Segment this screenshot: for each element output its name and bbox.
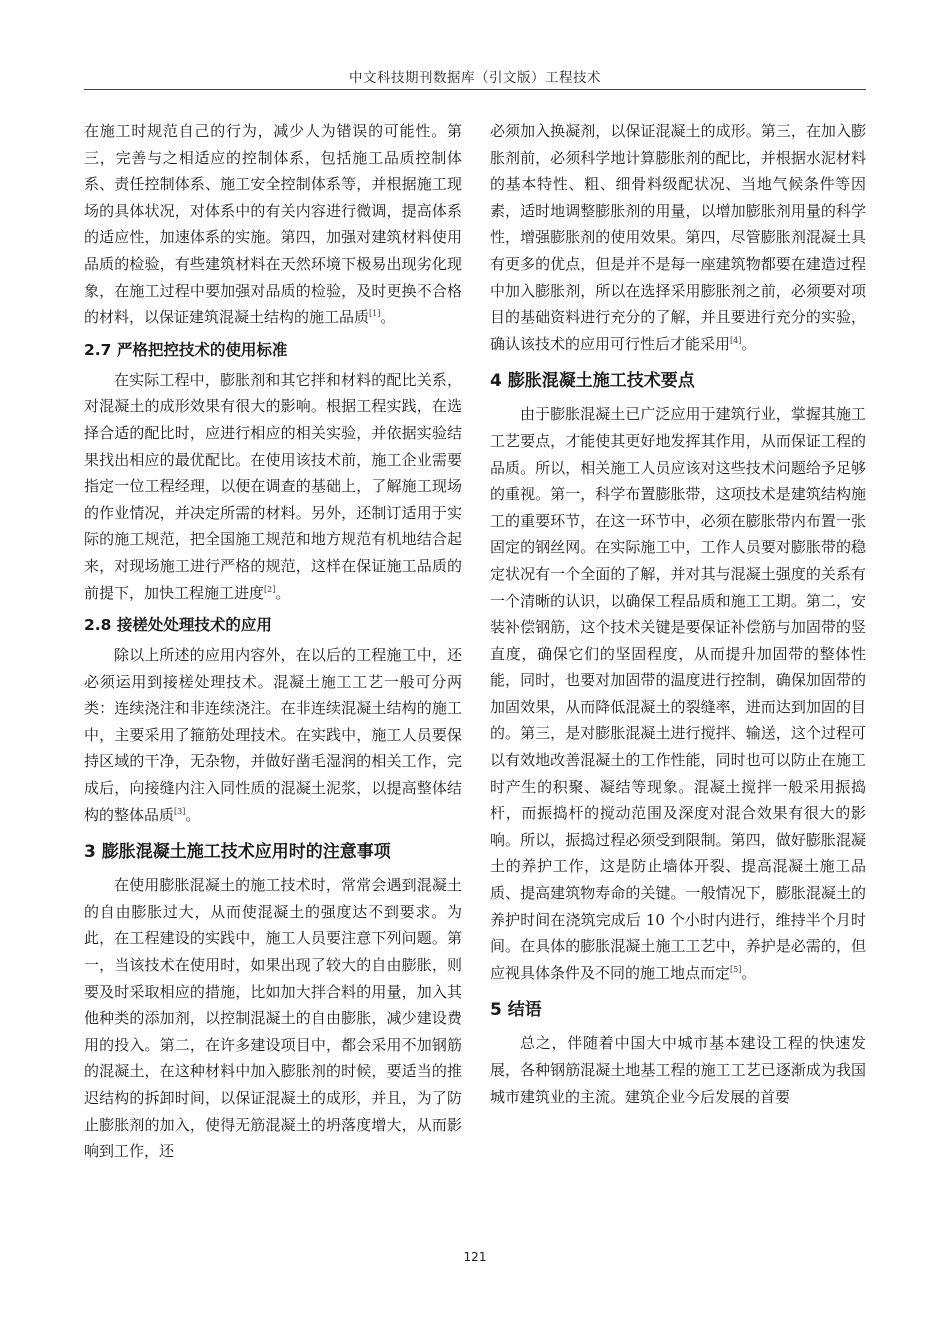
citation-ref: [2]	[264, 584, 276, 594]
citation-ref: [5]	[730, 964, 742, 974]
section-heading-4: 4 膨胀混凝土施工技术要点	[490, 371, 695, 392]
paragraph-end: 。	[275, 583, 291, 602]
paragraph-end: 。	[380, 308, 396, 327]
paragraph-end: 。	[741, 963, 757, 982]
section-heading-5: 5 结语	[490, 1000, 542, 1021]
section-heading-2-8: 2.8 接槎处处理技术的应用	[84, 616, 272, 635]
left-column	[84, 118, 462, 1165]
citation-ref: [4]	[730, 335, 742, 345]
paragraph-text: 总之，伴随着中国大中城市基本建设工程的快速发展，各种钢筋混凝土地基工程的施工工艺已逐渐成为我国城市建筑业的主流。建筑企业今后发展的首要	[490, 1034, 866, 1106]
paragraph-text: 在实际工程中，膨胀剂和其它拌和材料的配比关系，对混凝土的成形效果有很大的影响。根据工程实践，在选择合适的配比时，应进行相应的相关实验，并依据实验结果找出相应的最优配比。在使用该技术前，施工企业需要指定一位工程经理，以便在调查的基础上，了解施工现场的作业情况，并决定所需的材料。另外，还制订适用于实际的施工规范，把全国施工规范和地方规范有机地结合起来，对现场施工进行严格的规范，这样在保证施工品质的前提下，加快工程施工进度	[84, 370, 462, 602]
section-heading-2-7: 2.7 严格把控技术的使用标准	[84, 340, 288, 359]
paragraph	[84, 642, 462, 828]
paragraph	[490, 118, 866, 357]
paragraph-text: 由于膨胀混凝土已广泛应用于建筑行业，掌握其施工工艺要点，才能使其更好地发挥其作用，从而保证工程的品质。所以，相关施工人员应该对这些技术问题给予足够的重视。第一，科学布置膨胀带，这项技术是建筑结构施工的重要环节，在这一环节中，必须在膨胀带内布置一张固定的钢丝网。在实际施工中，工作人员要对膨胀带的稳定状况有一个全面的了解，并对其与混凝土强度的关系有一个清晰的认识，以确保工程品质和施工工期。第二，安装补偿钢筋，这个技术关键是要保证补偿筋与加固带的竖直度，确保它们的坚固程度，从而提升加固带的整体性能，同时，也要对加固带的温度进行控制，确保加固带的加固效果，从而降低混凝土的裂缝率，进而达到加固的目的。第三，是对膨胀混凝土进行搅拌、输送，这个过程可以有效地改善混凝土的工作性能，同时也可以防止在施工时产生的积聚、凝结等现象。混凝土搅拌一般采用振捣杆，而振捣杆的搅动范围及深度对混合效果有很大的影响。所以，振捣过程必须受到限制。第四，做好膨胀混凝土的养护工作，这是防止墙体开裂、提高混凝土施工品质、提高建筑物寿命的关键。一般情况下，膨胀混凝土的养护时间在浇筑完成后 10 个小时内进行，维持半个月时间。在具体的膨胀混凝土施工工艺中，养护是必需的，但应视具体条件及不同的施工地点而定	[490, 405, 866, 982]
journal-header: 中文科技期刊数据库（引文版）工程技术	[349, 70, 601, 86]
paragraph-text: 除以上所述的应用内容外，在以后的工程施工中，还必须运用到接槎处理技术。混凝土施工工艺一般可分两类：连续浇注和非连续浇注。在非连续混凝土结构的施工中，主要采用了箍筋处理技术。在实践中，施工人员要保持区域的干净，无杂物，并做好凿毛湿润的相关工作，完成后，向接缝内注入同性质的混凝土泥浆，以提高整体结构的整体品质	[84, 646, 462, 824]
paragraph-end: 。	[741, 334, 757, 353]
paragraph-text: 在施工时规范自己的行为，减少人为错误的可能性。第三，完善与之相适应的控制体系，包括施工品质控制体系、责任控制体系、施工安全控制体系等，并根据施工现场的具体状况，对体系中的有关内容进行微调，提高体系的适应性，加速体系的实施。第四，加强对建筑材料使用品质的检验，有些建筑材料在天然环境下极易出现劣化现象，在施工过程中要加强对品质的检验，及时更换不合格的材料，以保证建筑混凝土结构的施工品质	[84, 122, 462, 327]
paragraph-end: 。	[185, 805, 201, 824]
paragraph-text: 在使用膨胀混凝土的施工技术时，常常会遇到混凝土的自由膨胀过大，从而使混凝土的强度达不到要求。为此，在工程建设的实践中，施工人员要注意下列问题。第一，当该技术在使用时，如果出现了较大的自由膨胀，则要及时采取相应的措施，比如加大拌合料的用量，加入其他种类的添加剂，以控制混凝土的自由膨胀，减少建设费用的投入。第二，在许多建设项目中，都会采用不加钢筋的混凝土，在这种材料中加入膨胀剂的时候，要适当的推迟结构的拆卸时间，以保证混凝土的成形，并且，为了防止膨胀剂的加入，使得无筋混凝土的坍落度增大，从而影响到工作，还	[84, 876, 462, 1161]
paragraph	[490, 1030, 866, 1110]
paragraph	[84, 367, 462, 606]
paragraph	[84, 872, 462, 1165]
paragraph	[490, 401, 866, 986]
citation-ref: [1]	[369, 309, 381, 319]
paragraph-text: 必须加入换凝剂，以保证混凝土的成形。第三，在加入膨胀剂前，必须科学地计算膨胀剂的配比，并根据水泥材料的基本特性、粗、细骨料级配状况、当地气候条件等因素，适时地调整膨胀剂的用量，以增加膨胀剂用量的科学性，增强膨胀剂的使用效果。第四，尽管膨胀剂混凝土具有更多的优点，但是并不是每一座建筑物都要在建造过程中加入膨胀剂，所以在选择采用膨胀剂之前，必须要对项目的基础资料进行充分的了解，并且要进行充分的实验，确认该技术的应用可行性后才能采用	[490, 122, 866, 353]
right-column	[490, 118, 866, 1110]
citation-ref: [3]	[174, 806, 186, 816]
section-heading-3: 3 膨胀混凝土施工技术应用时的注意事项	[84, 842, 391, 863]
page-number: 121	[463, 1250, 487, 1264]
header-divider	[84, 89, 866, 90]
paragraph	[84, 118, 462, 331]
